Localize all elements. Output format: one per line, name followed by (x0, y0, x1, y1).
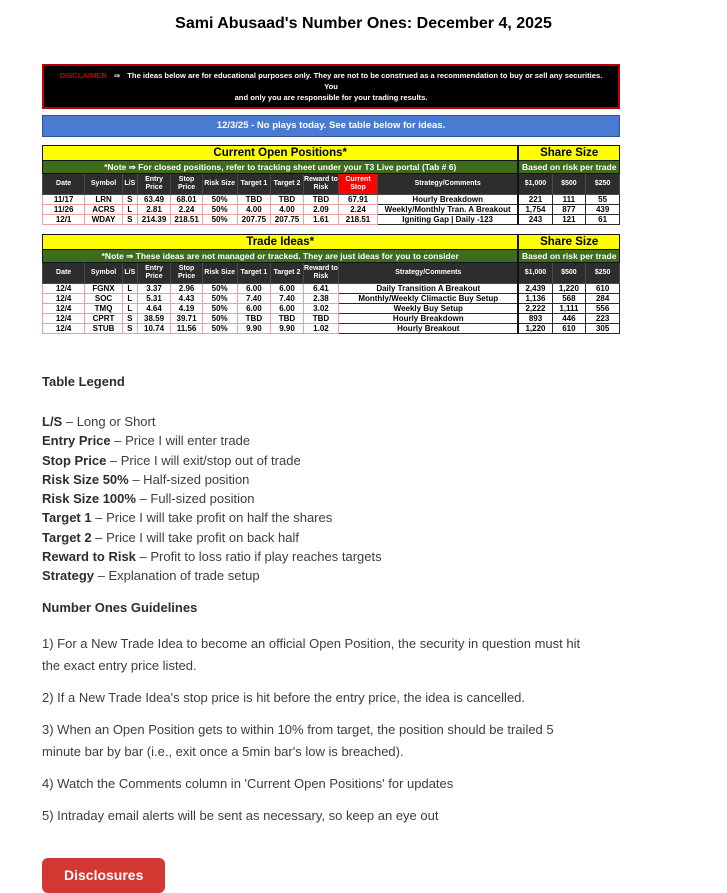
column-header: $500 (552, 174, 586, 195)
table-cell: 9.90 (271, 324, 304, 334)
table-cell: 10.74 (137, 324, 171, 334)
column-header: Date (43, 263, 85, 284)
table-row (43, 215, 620, 225)
table-cell: Weekly/Monthly Tran. A Breakout (377, 205, 518, 215)
table-row (43, 195, 620, 205)
legend-item (42, 431, 702, 450)
table-cell: 5.31 (137, 294, 171, 304)
legend-term: Reward to Risk (42, 549, 136, 565)
legend-term: Entry Price (42, 433, 111, 449)
column-header: $1,000 (518, 263, 552, 284)
table-cell: STUB (85, 324, 123, 334)
table-cell: 11/26 (43, 205, 85, 215)
table-cell: L (122, 284, 137, 294)
table-cell: 12/4 (43, 294, 85, 304)
table-cell: Monthly/Weekly Climactic Buy Setup (339, 294, 519, 304)
column-header: Strategy/Comments (339, 263, 519, 284)
table-cell: 221 (518, 195, 552, 205)
disclaimer-text: The ideas below are for educational purposes only. They are not to be construed as a recommendation to buy or sell any securities. You and only you are responsible for your trading results. (127, 71, 603, 102)
column-header: Stop Price (171, 263, 202, 284)
table-cell: 893 (518, 314, 552, 324)
table-cell: TBD (271, 195, 304, 205)
column-header: Entry Price (137, 174, 171, 195)
table-cell: 61 (586, 215, 620, 225)
column-header: Date (43, 174, 85, 195)
share-size-note: Based on risk per trade (518, 161, 619, 174)
table-cell: Weekly Buy Setup (339, 304, 519, 314)
table-cell: 63.49 (137, 195, 171, 205)
guideline-paragraph: 4) Watch the Comments column in 'Current Open Positions' for updates (42, 775, 454, 791)
table-cell: 12/4 (43, 304, 85, 314)
table-cell: 6.00 (237, 304, 271, 314)
table-cell: Hourly Breakdown (377, 195, 518, 205)
column-header: Risk Size (202, 263, 237, 284)
legend-term: Target 2 (42, 529, 92, 545)
legend-heading: Table Legend (42, 374, 125, 389)
legend-term: Risk Size 50% (42, 471, 129, 487)
table-cell: 218.51 (171, 215, 202, 225)
column-header: Symbol (85, 263, 123, 284)
table-cell: S (122, 195, 137, 205)
table-cell: 2,439 (518, 284, 552, 294)
table-cell: 6.00 (237, 284, 271, 294)
table-cell: 610 (552, 324, 586, 334)
share-size-title: Share Size (518, 146, 619, 161)
table-cell: L (122, 205, 137, 215)
guideline-paragraph: 5) Intraday email alerts will be sent as necessary, so keep an eye out (42, 807, 439, 823)
guideline-paragraph: 1) For a New Trade Idea to become an official Open Position, the security in question must hit the exact entry price listed. (42, 635, 581, 673)
table-legend-section (42, 374, 702, 586)
guideline-paragraph: 2) If a New Trade Idea's stop price is hit before the entry price, the idea is cancelled. (42, 689, 526, 705)
table-cell: TBD (237, 195, 271, 205)
table-row (43, 284, 620, 294)
table-row (43, 324, 620, 334)
legend-item (42, 508, 702, 527)
table-cell: 50% (202, 304, 237, 314)
table-cell: Hourly Breakout (339, 324, 519, 334)
table-cell: 2.24 (171, 205, 202, 215)
table-cell: 4.64 (137, 304, 171, 314)
table-cell: L (122, 304, 137, 314)
table-cell: S (122, 215, 137, 225)
table-cell: 1,136 (518, 294, 552, 304)
legend-term: Strategy (42, 568, 95, 584)
column-header: Target 1 (237, 263, 271, 284)
table-cell: 4.43 (171, 294, 202, 304)
disclaimer-arrow-icon: ⇒ (113, 71, 121, 80)
legend-term: Risk Size 100% (42, 491, 136, 507)
table-cell: 207.75 (271, 215, 304, 225)
table-cell: 111 (552, 195, 586, 205)
table-cell: 6.41 (303, 284, 338, 294)
open-positions-table (42, 145, 620, 225)
legend-item (42, 470, 702, 489)
table-cell: 556 (586, 304, 620, 314)
table-cell: 305 (586, 324, 620, 334)
table-cell: LRN (85, 195, 123, 205)
table-cell: 68.01 (171, 195, 202, 205)
table-cell: 39.71 (171, 314, 202, 324)
table-row (43, 304, 620, 314)
table-note: *Note ⇒ For closed positions, refer to tracking sheet under your T3 Live portal (Tab # 6) (43, 161, 519, 174)
legend-item (42, 528, 702, 547)
legend-desc: – Price I will exit/stop out of trade (109, 452, 301, 468)
table-cell: 284 (586, 294, 620, 304)
table-title: Trade Ideas* (43, 235, 519, 250)
table-cell: TBD (237, 314, 271, 324)
table-cell: 50% (202, 195, 237, 205)
table-cell: 11.56 (171, 324, 202, 334)
guidelines-heading: Number Ones Guidelines (42, 599, 198, 615)
table-cell: 50% (202, 314, 237, 324)
legend-desc: – Explanation of trade setup (97, 568, 260, 584)
table-cell: S (122, 324, 137, 334)
table-cell: 50% (202, 324, 237, 334)
table-cell: 223 (586, 314, 620, 324)
share-size-title: Share Size (518, 235, 619, 250)
table-cell: 1.61 (303, 215, 338, 225)
table-cell: 2.09 (303, 205, 338, 215)
table-note: *Note ⇒ These ideas are not managed or tracked. They are just ideas for you to consider (43, 250, 519, 263)
table-cell: Hourly Breakdown (339, 314, 519, 324)
table-cell: 7.40 (271, 294, 304, 304)
table-cell: 55 (586, 195, 620, 205)
column-header: $250 (586, 174, 620, 195)
legend-desc: – Price I will enter trade (114, 433, 251, 449)
legend-desc: – Full-sized position (139, 491, 255, 507)
column-header: Symbol (85, 174, 123, 195)
table-cell: 11/17 (43, 195, 85, 205)
table-cell: FGNX (85, 284, 123, 294)
legend-term: Target 1 (42, 510, 92, 526)
column-header: Reward to Risk (303, 174, 338, 195)
table-cell: 12/1 (43, 215, 85, 225)
trade-ideas-table (42, 234, 620, 334)
table-cell: L (122, 294, 137, 304)
table-cell: WDAY (85, 215, 123, 225)
table-cell: 50% (202, 284, 237, 294)
table-cell: 6.00 (271, 304, 304, 314)
table-cell: 3.02 (303, 304, 338, 314)
table-cell: TBD (303, 195, 338, 205)
table-cell: 6.00 (271, 284, 304, 294)
legend-desc: – Profit to loss ratio if play reaches targets (139, 549, 382, 565)
legend-item (42, 412, 702, 431)
guidelines-section (42, 600, 702, 827)
column-header: L/S (122, 174, 137, 195)
table-cell: 1,220 (518, 324, 552, 334)
legend-desc: – Half-sized position (132, 471, 250, 487)
table-cell: 2.81 (137, 205, 171, 215)
column-header: Current Stop (339, 174, 378, 195)
daily-note-banner: 12/3/25 - No plays today. See table below for ideas. (42, 115, 620, 137)
table-cell: 2.24 (339, 205, 378, 215)
table-cell: 2,222 (518, 304, 552, 314)
column-header: Strategy/Comments (377, 174, 518, 195)
table-cell: 3.37 (137, 284, 171, 294)
column-header: L/S (122, 263, 137, 284)
legend-desc: – Long or Short (65, 414, 156, 429)
table-cell: 214.39 (137, 215, 171, 225)
table-cell: CPRT (85, 314, 123, 324)
table-cell: 50% (202, 215, 237, 225)
legend-item (42, 547, 702, 566)
column-header: $1,000 (518, 174, 552, 195)
table-cell: Igniting Gap | Daily -123 (377, 215, 518, 225)
legend-item (42, 489, 702, 508)
table-cell: 568 (552, 294, 586, 304)
table-cell: TMQ (85, 304, 123, 314)
legend-term: Stop Price (42, 452, 107, 468)
column-header: Target 2 (271, 263, 304, 284)
table-cell: 610 (586, 284, 620, 294)
column-header: Reward to Risk (303, 263, 338, 284)
table-cell: SOC (85, 294, 123, 304)
table-cell: 1.02 (303, 324, 338, 334)
table-cell: 12/4 (43, 324, 85, 334)
table-cell: Daily Transition A Breakout (339, 284, 519, 294)
table-cell: ACRS (85, 205, 123, 215)
table-cell: 38.59 (137, 314, 171, 324)
legend-desc: – Price I will take profit on half the shares (95, 510, 333, 526)
table-row (43, 294, 620, 304)
table-cell: 2.38 (303, 294, 338, 304)
table-row (43, 314, 620, 324)
column-header: $500 (552, 263, 586, 284)
table-cell: 1,754 (518, 205, 552, 215)
table-cell: 4.19 (171, 304, 202, 314)
table-cell: 4.00 (237, 205, 271, 215)
column-header: Target 1 (237, 174, 271, 195)
table-cell: 218.51 (339, 215, 378, 225)
guideline-paragraph: 3) When an Open Position gets to within 10% from target, the position should be trailed 5 minute bar by bar (i.e., exit once a 5min bar's low is breached). (42, 721, 554, 759)
table-cell: 877 (552, 205, 586, 215)
legend-item (42, 451, 702, 470)
share-size-note: Based on risk per trade (518, 250, 619, 263)
table-cell: 439 (586, 205, 620, 215)
table-cell: 12/4 (43, 314, 85, 324)
table-cell: 1,111 (552, 304, 586, 314)
table-cell: 12/4 (43, 284, 85, 294)
table-cell: 50% (202, 294, 237, 304)
legend-item (42, 566, 702, 585)
table-cell: 243 (518, 215, 552, 225)
table-cell: 50% (202, 205, 237, 215)
table-cell: S (122, 314, 137, 324)
table-title: Current Open Positions* (43, 146, 519, 161)
page-title: Sami Abusaad's Number Ones: December 4, 2025 (175, 15, 552, 32)
disclaimer-label: DISCLAIMER (59, 71, 107, 80)
legend-desc: – Price I will take profit on back half (95, 529, 299, 545)
disclaimer-banner (42, 64, 620, 109)
table-cell: 9.90 (237, 324, 271, 334)
column-header: $250 (586, 263, 620, 284)
table-row (43, 205, 620, 215)
column-header: Stop Price (171, 174, 202, 195)
table-cell: 2.96 (171, 284, 202, 294)
table-cell: 7.40 (237, 294, 271, 304)
table-cell: 4.00 (271, 205, 304, 215)
table-cell: 1,220 (552, 284, 586, 294)
table-cell: 207.75 (237, 215, 271, 225)
table-cell: 67.91 (339, 195, 378, 205)
table-cell: TBD (303, 314, 338, 324)
legend-term: L/S (42, 414, 63, 429)
column-header: Risk Size (202, 174, 237, 195)
column-header: Target 2 (271, 174, 304, 195)
table-cell: TBD (271, 314, 304, 324)
table-cell: 446 (552, 314, 586, 324)
disclosures-button[interactable]: Disclosures (42, 858, 165, 893)
table-cell: 121 (552, 215, 586, 225)
column-header: Entry Price (137, 263, 171, 284)
